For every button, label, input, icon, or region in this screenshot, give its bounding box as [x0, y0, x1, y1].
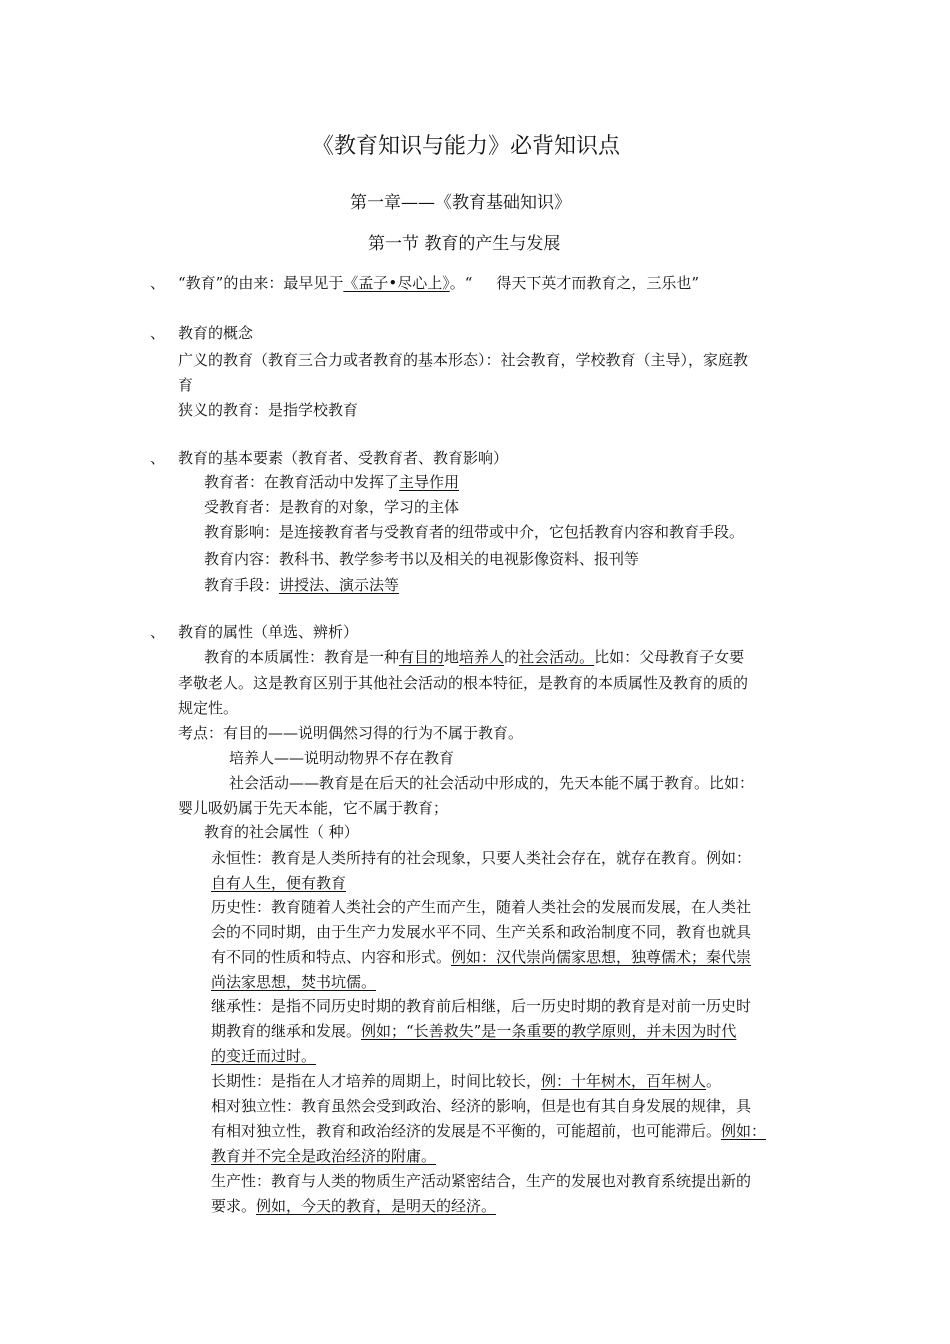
text-segment: 长期性：是指在人才培养的周期上，时间比较长，	[211, 1072, 542, 1090]
document-title: 《教育知识与能力》必背知识点	[312, 134, 621, 159]
paragraph-line: 育	[178, 376, 194, 394]
social-attributes-heading: 教育的社会属性（ 种）	[204, 823, 359, 841]
underlined-line: 的变迁而过时。	[211, 1047, 317, 1065]
text-segment: 有不同的性质和特点、内容和形式。	[211, 948, 452, 966]
paragraph-line: 继承性：是指不同历史时期的教育前后相继，后一历史时期的教育是对前一历史时	[211, 997, 752, 1015]
paragraph-line: 会的不同时期，由于生产力发展水平不同、生产关系和政治制度不同，教育也就具	[211, 923, 752, 941]
text-segment: 教育的本质属性：教育是一种	[204, 648, 400, 666]
text-segment: 得天下英才而教育之，三乐也”	[496, 274, 700, 292]
text-segment: 的	[504, 648, 520, 666]
text-segment: “教育”的由来：最早见于	[178, 274, 344, 292]
paragraph-line: 受教育者：是教育的对象，学习的主体	[204, 498, 460, 516]
paragraph-line: 规定性。	[178, 699, 239, 717]
text-segment: 有相对独立性，教育和政治经济的发展是不平衡的，可能超前，也可能滞后。	[211, 1122, 722, 1140]
paragraph-line: 婴儿吸奶属于先天本能，它不属于教育；	[178, 799, 449, 817]
attributes-heading: 教育的属性（单选、辨析）	[178, 623, 359, 641]
bullet-mark: 、	[150, 623, 166, 641]
bullet-mark: 、	[150, 274, 166, 292]
paragraph-line: 教育影响：是连接教育者与受教育者的纽带或中介，它包括教育内容和教育手段。	[204, 523, 745, 541]
text-segment: 比如：父母教育子女要	[594, 648, 745, 666]
paragraph-line: 永恒性：教育是人类所持有的社会现象，只要人类社会存在，就存在教育。例如：	[211, 849, 752, 867]
underlined-segment: 讲授法、演示法等	[279, 576, 400, 594]
concept-heading: 教育的概念	[178, 324, 254, 342]
underlined-segment: 主导作用	[399, 473, 460, 491]
text-segment: 要求。	[211, 1197, 257, 1215]
text-segment: 期教育的继承和发展。	[211, 1022, 362, 1040]
paragraph-line: 相对独立性：教育虽然会受到政治、经济的影响，但是也有其自身发展的规律，具	[211, 1097, 752, 1115]
underlined-line: 教育并不完全是政治经济的附庸。	[211, 1147, 437, 1165]
paragraph-line	[204, 575, 399, 595]
paragraph-line	[211, 1071, 721, 1091]
bullet-mark: 、	[150, 449, 166, 467]
chapter-heading: 第一章——《教育基础知识》	[350, 193, 571, 213]
paragraph-line: 培养人——说明动物界不存在教育	[229, 749, 455, 767]
paragraph-line	[211, 1196, 496, 1216]
section-heading: 第一节 教育的产生与发展	[368, 234, 561, 254]
paragraph-line: 广义的教育（教育三合力或者教育的基本形态）：社会教育，学校教育（主导），家庭教	[178, 351, 749, 369]
underlined-segment: 社会活动。	[519, 648, 595, 666]
underlined-segment: 例如：	[721, 1122, 767, 1140]
underlined-segment: 例如，今天的教育，是明天的经济。	[256, 1197, 497, 1215]
paragraph-line	[204, 472, 459, 492]
paragraph-line: 狭义的教育：是指学校教育	[178, 401, 359, 419]
paragraph-line: 孝敬老人。这是教育区别于其他社会活动的根本特征，是教育的本质属性及教育的质的	[178, 674, 749, 692]
paragraph-line	[211, 947, 751, 967]
text-segment: 地	[444, 648, 460, 666]
paragraph-line	[211, 1121, 766, 1141]
education-origin-line	[178, 273, 699, 293]
bullet-mark: 、	[150, 324, 166, 342]
paragraph-line: 历史性：教育随着人类社会的产生而产生，随着人类社会的发展而发展，在人类社	[211, 898, 752, 916]
text-segment: 教育者：在教育活动中发挥了	[204, 473, 400, 491]
paragraph-line	[211, 1021, 736, 1041]
underlined-line: 自有人生，便有教育	[211, 874, 347, 892]
underlined-segment: 有目的	[399, 648, 445, 666]
paragraph-line	[204, 647, 744, 667]
underlined-segment: 例如；“长善救失”是一条重要的教学原则，并未因为时代	[361, 1022, 737, 1040]
paragraph-line: 生产性：教育与人类的物质生产活动紧密结合，生产的发展也对教育系统提出新的	[211, 1172, 752, 1190]
text-segment: 教育手段：	[204, 576, 280, 594]
paragraph-line: 教育内容：教科书、教学参考书以及相关的电视影像资料、报刊等	[204, 550, 640, 568]
underlined-segment: 《孟子•尽心上》	[343, 274, 450, 292]
underlined-segment: 培养人	[459, 648, 505, 666]
text-segment: 。	[706, 1072, 722, 1090]
text-segment: 。“	[449, 274, 473, 292]
paragraph-line: 社会活动——教育是在后天的社会活动中形成的，先天本能不属于教育。比如：	[229, 774, 755, 792]
underlined-segment: 例：十年树木，百年树人	[541, 1072, 707, 1090]
elements-heading: 教育的基本要素（教育者、受教育者、教育影响）	[178, 449, 509, 467]
paragraph-line: 考点：有目的——说明偶然习得的行为不属于教育。	[178, 724, 524, 742]
underlined-line: 尚法家思想，焚书坑儒。	[211, 973, 377, 991]
underlined-segment: 例如：汉代崇尚儒家思想，独尊儒术；秦代崇	[451, 948, 752, 966]
